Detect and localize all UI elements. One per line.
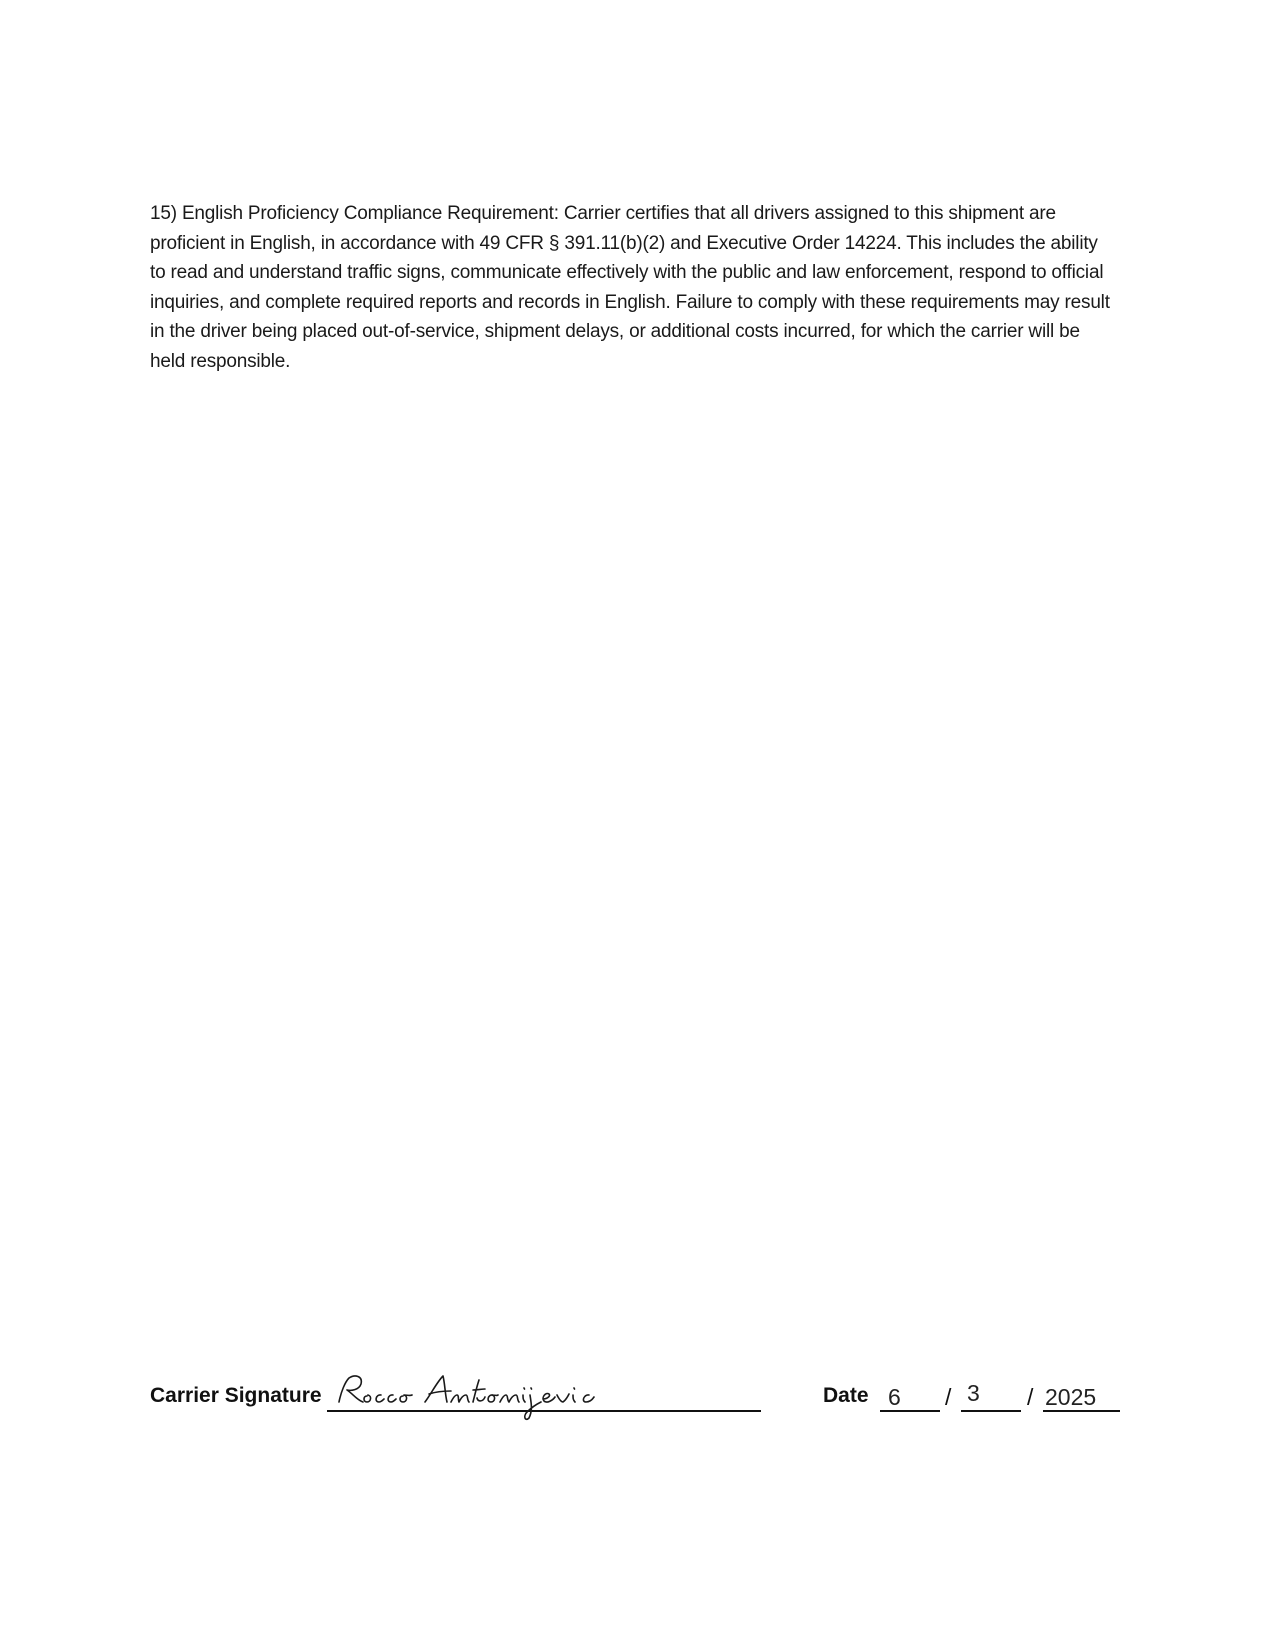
- signature-row: [150, 1376, 1150, 1416]
- date-year-field[interactable]: [1043, 1382, 1120, 1412]
- date-label: Date: [823, 1384, 869, 1407]
- date-separator-1: /: [945, 1384, 952, 1410]
- date-month-value: 6: [888, 1384, 901, 1410]
- signature-label: Carrier Signature: [150, 1384, 322, 1407]
- date-separator-2: /: [1027, 1384, 1034, 1410]
- date-year-value: 2025: [1045, 1384, 1097, 1410]
- date-day-field[interactable]: [961, 1382, 1021, 1412]
- date-month-field[interactable]: [880, 1382, 940, 1412]
- handwritten-signature: [327, 1364, 627, 1424]
- date-day-value: 3: [967, 1380, 980, 1406]
- clause-15-text: 15) English Proficiency Compliance Requirement: Carrier certifies that all drivers assigned to this shipment are proficient in English, in accordance with 49 CFR § 391.11(b)(2) and Executive Order 14224. This includes the ability to read and understand traffic signs, communicate effectively with the public and law enforcement, respond to official inquiries, and complete required reports and records in English. Failure to comply with these requirements may result in the driver being placed out-of-service, shipment delays, or additional costs incurred, for which the carrier will be held responsible.: [150, 203, 1110, 372]
